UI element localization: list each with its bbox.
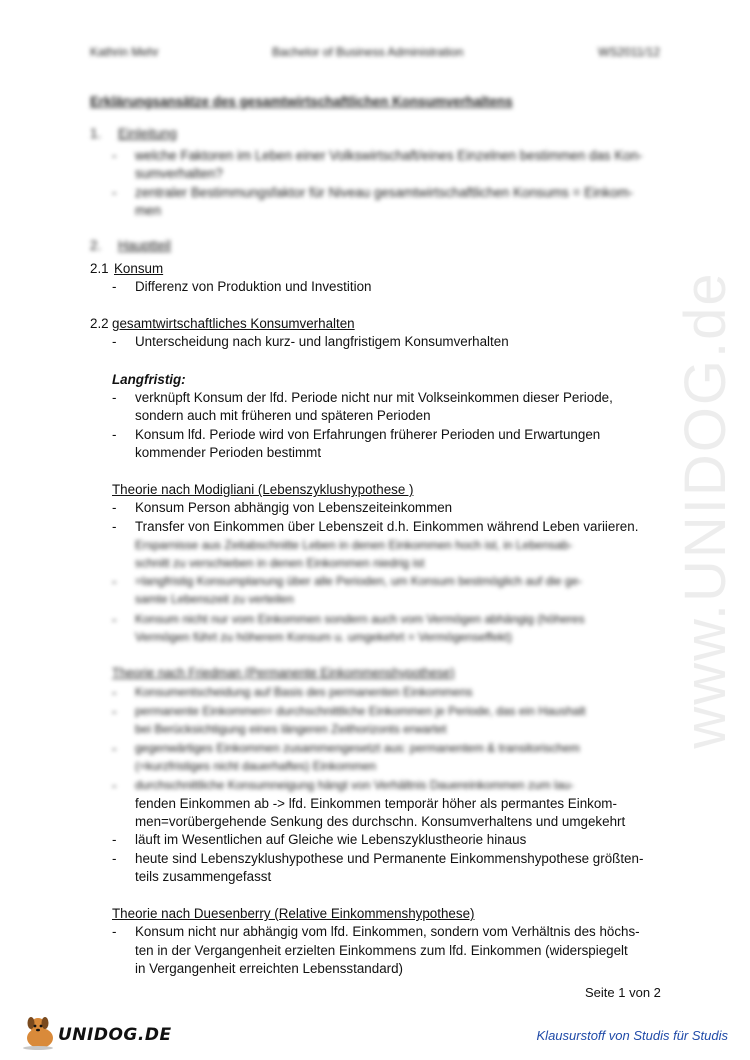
list-item: Unterscheidung nach kurz- und langfristigem Konsumverhalten bbox=[135, 334, 509, 349]
list-item: gegenwärtiges Einkommen zusammengesetzt aus: permanentem & transitorischem bbox=[135, 741, 580, 755]
header-semester: WS2011/12 bbox=[598, 45, 660, 59]
subsection-2-1-number: 2.1 bbox=[90, 261, 109, 276]
bullet-dash: - bbox=[112, 574, 117, 589]
bullet-dash: - bbox=[112, 851, 117, 866]
list-item: men bbox=[135, 203, 162, 218]
bullet-dash: - bbox=[112, 427, 117, 442]
list-item: verknüpft Konsum der lfd. Periode nicht nur mit Volkseinkommen dieser Periode, bbox=[135, 390, 613, 405]
list-item: welche Faktoren im Leben einer Volkswirtschaft/eines Einzelnen bestimmen das Kon- bbox=[135, 148, 643, 163]
list-item: Ersparnisse aus Zeitabschnitte Leben in denen Einkommen hoch ist, in Lebensab- bbox=[135, 538, 573, 552]
header-author: Kathrin Mehr bbox=[90, 45, 159, 59]
bullet-dash: - bbox=[112, 832, 117, 847]
list-item: sumverhalten? bbox=[135, 166, 223, 181]
list-item: läuft im Wesentlichen auf Gleiche wie Lebenszyklustheorie hinaus bbox=[135, 832, 527, 847]
footer-tagline: Klausurstoff von Studis für Studis bbox=[536, 1028, 728, 1043]
bullet-dash: - bbox=[112, 148, 117, 163]
list-item: Konsumentscheidung auf Basis des permanenten Einkommens bbox=[135, 685, 473, 699]
list-item: teils zusammengefasst bbox=[135, 869, 272, 884]
modigliani-heading: Theorie nach Modigliani (Lebenszyklushypothese ) bbox=[112, 482, 414, 497]
bullet-dash: - bbox=[112, 685, 117, 700]
page-header bbox=[90, 45, 660, 63]
section-2-number: 2. bbox=[90, 238, 102, 253]
list-item: permanente Einkommen= durchschnittliche Einkommen je Periode, das ein Haushalt bbox=[135, 704, 586, 718]
langfristig-label: Langfristig: bbox=[112, 372, 186, 387]
friedman-heading: Theorie nach Friedman (Permanente Einkommenshypothese) bbox=[112, 666, 455, 680]
bullet-dash: - bbox=[112, 778, 117, 793]
bullet-dash: - bbox=[112, 741, 117, 756]
list-item: Konsum lfd. Periode wird von Erfahrungen früherer Perioden und Erwartungen bbox=[135, 427, 601, 442]
list-item: =langfristig Konsumplanung über alle Perioden, um Konsum bestmöglich auf die ge- bbox=[135, 574, 583, 588]
list-item: zentraler Bestimmungsfaktor für Niveau gesamtwirtschaftlichen Konsums = Einkom- bbox=[135, 185, 634, 200]
list-item: fenden Einkommen ab -> lfd. Einkommen temporär höher als permantes Einkom- bbox=[135, 796, 617, 811]
bullet-dash: - bbox=[112, 704, 117, 719]
header-program: Bachelor of Business Administration bbox=[272, 45, 464, 59]
logo-text: UNIDOG.DE bbox=[58, 1025, 172, 1045]
list-item: samte Lebenszeit zu verteilen bbox=[135, 592, 294, 606]
list-item: Konsum nicht nur vom Einkommen sondern auch vom Vermögen abhängig (höheres bbox=[135, 612, 585, 626]
section-2-title: Hauptteil bbox=[118, 238, 171, 253]
list-item: ten in der Vergangenheit erzielten Einkommens zum lfd. Einkommen (widerspiegelt bbox=[135, 943, 628, 958]
list-item: kommender Perioden bestimmt bbox=[135, 445, 322, 460]
list-item: schnitt zu verschieben in denen Einkommen niedrig ist bbox=[135, 556, 425, 570]
document-title: Erklärungsansätze des gesamtwirtschaftlichen Konsumverhaltens bbox=[90, 94, 513, 109]
section-1-title: Einleitung bbox=[118, 126, 177, 141]
bullet-dash: - bbox=[112, 612, 117, 627]
watermark bbox=[475, 271, 750, 749]
list-item: Differenz von Produktion und Investition bbox=[135, 279, 372, 294]
bullet-dash: - bbox=[112, 390, 117, 405]
bullet-dash: - bbox=[112, 519, 117, 534]
subsection-2-1-title: Konsum bbox=[114, 261, 164, 276]
watermark-text: www.UNIDOG.de bbox=[672, 271, 738, 749]
list-item: in Vergangenheit erreichten Lebensstandard) bbox=[135, 961, 404, 976]
subsection-2-2-title: gesamtwirtschaftliches Konsumverhalten bbox=[112, 316, 355, 331]
duesenberry-heading: Theorie nach Duesenberry (Relative Einkommenshypothese) bbox=[112, 906, 475, 921]
list-item: Konsum Person abhängig von Lebenszeiteinkommen bbox=[135, 500, 453, 515]
bullet-dash: - bbox=[112, 924, 117, 939]
bullet-dash: - bbox=[112, 279, 117, 294]
unidog-logo bbox=[22, 1012, 182, 1052]
list-item: men=vorübergehende Senkung des durchschn. Konsumverhaltens und umgekehrt bbox=[135, 814, 626, 829]
list-item: sondern auch mit früheren und späteren Perioden bbox=[135, 408, 431, 423]
subsection-2-2-number: 2.2 bbox=[90, 316, 109, 331]
list-item: durchschnittliche Konsumneigung hängt von Verhältnis Dauereinkommen zum lau- bbox=[135, 778, 574, 792]
bullet-dash: - bbox=[112, 334, 117, 349]
list-item: heute sind Lebenszyklushypothese und Permanente Einkommenshypothese größten- bbox=[135, 851, 644, 866]
list-item: (=kurzfristiges nicht dauerhaftes) Einkommen bbox=[135, 759, 377, 773]
list-item: bei Berücksichtigung eines längeren Zeithorizonts erwartet bbox=[135, 722, 447, 736]
bullet-dash: - bbox=[112, 500, 117, 515]
list-item: Transfer von Einkommen über Lebenszeit d.h. Einkommen während Leben variieren. bbox=[135, 519, 639, 534]
page-number: Seite 1 von 2 bbox=[585, 985, 661, 1000]
section-1-number: 1. bbox=[90, 126, 102, 141]
bullet-dash: - bbox=[112, 185, 117, 200]
list-item: Konsum nicht nur abhängig vom lfd. Einkommen, sondern vom Verhältnis des höchs- bbox=[135, 924, 640, 939]
list-item: Vermögen führt zu höherem Konsum u. umgekehrt = Vermögenseffekt) bbox=[135, 630, 512, 644]
